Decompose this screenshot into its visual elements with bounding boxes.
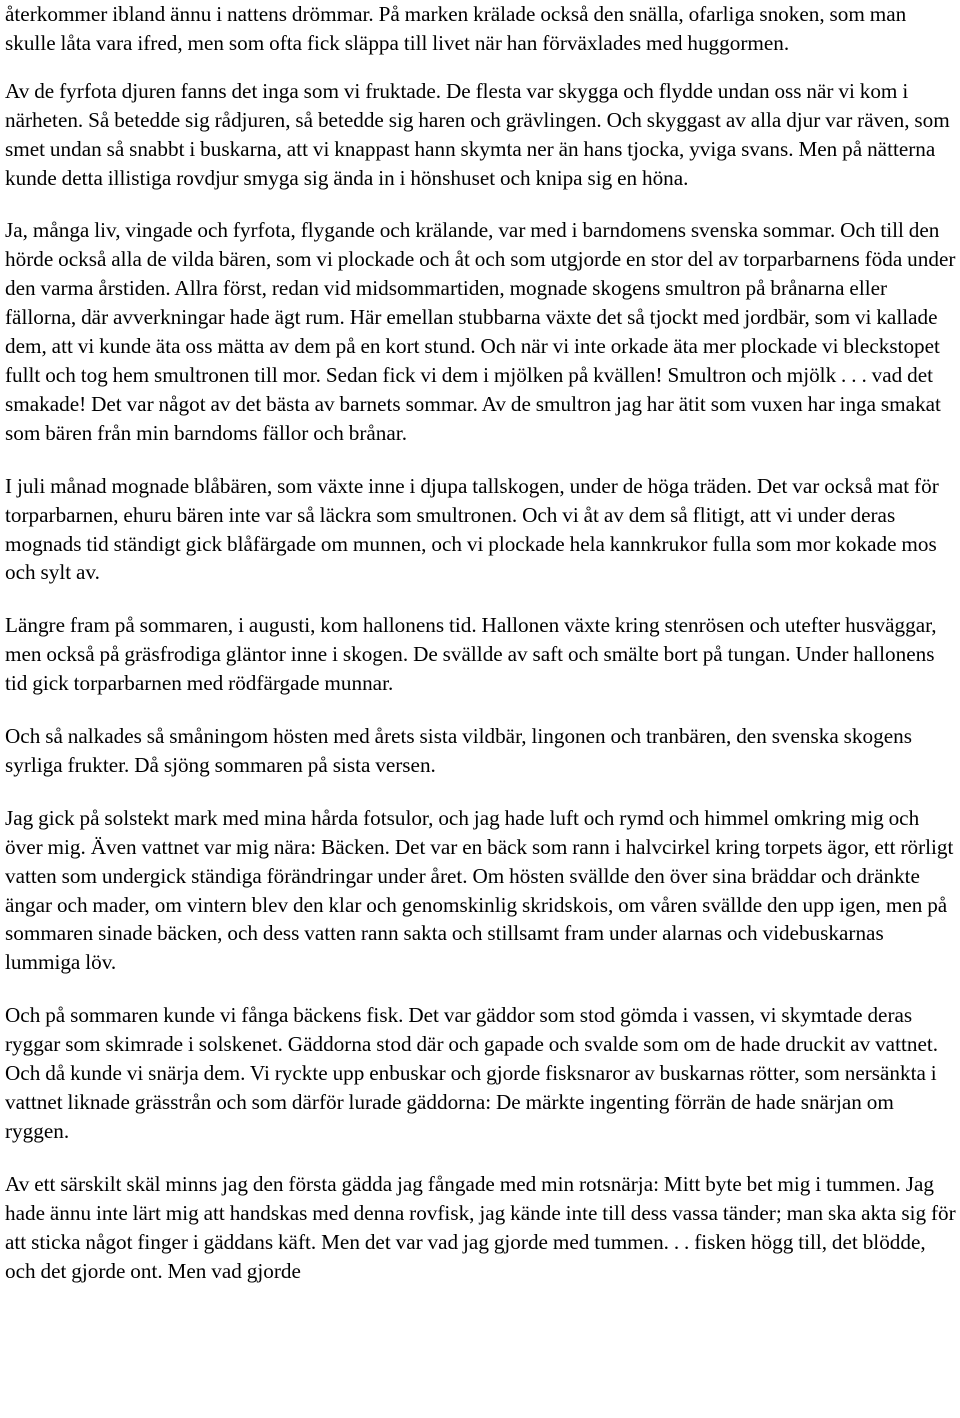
document-page	[5, 0, 957, 1309]
paragraph-7: Jag gick på solstekt mark med mina hårda fotsulor, och jag hade luft och rymd och himmel omkring mig och över mig. Även vattnet var mig nära: Bäcken. Det var en bäck som rann i halvcirkel kring torpets ägor, ett rörligt vatten som undergick ständiga förändringar under året. Om hösten svällde den över sina bräddar och dränkte ängar och mader, om vintern blev den klar och genomskinlig skridskois, om våren svällde den upp igen, men på sommaren sinade bäcken, och dess vatten rann sakta och stillsamt fram under alarnas och videbuskarnas lummiga löv.	[5, 805, 954, 975]
paragraph-4: I juli månad mognade blåbären, som växte inne i djupa tallskogen, under de höga träden. Det var också mat för torparbarnen, ehuru bären inte var så läckra som smultronen. Och vi åt av dem så flitigt, att vi under deras mognads tid ständigt gick blåfärgade om munnen, och vi plockade hela kannkrukor fulla som mor kokade mos och sylt av.	[5, 473, 939, 585]
paragraph-2: Av de fyrfota djuren fanns det inga som vi fruktade. De flesta var skygga och flydde undan oss när vi kom i närheten. Så betedde sig rådjuren, så betedde sig haren och grävlingen. Och skyggast av alla djur var räven, som smet undan så snabbt i buskarna, att vi knappast hann skymta ner än hans tjocka, yviga svans. Men på nätterna kunde detta illistiga rovdjur smyga sig ända in i hönshuset och knipa sig en höna.	[5, 78, 950, 190]
paragraph-3: Ja, många liv, vingade och fyrfota, flygande och krälande, var med i barndomens svenska sommar. Och till den hörde också alla de vilda bären, som vi plockade och åt och som utgjorde en stor del av torparbarnens föda under den varma årstiden. Allra först, redan vid midsommartiden, mognade skogens smultron på brånarna eller fällorna, där avverkningar hade ägt rum. Här emellan stubbarna växte det så tjockt med jordbär, som vi kallade dem, att vi kunde äta oss mätta av dem på en kort stund. Och när vi inte orkade äta mer plockade vi bleckstopet fullt och tog hem smultronen till mor. Sedan fick vi dem i mjölken på kvällen! Smultron och mjölk . . . vad det smakade! Det var något av det bästa av barnets sommar. Av de smultron jag har ätit som vuxen har inga smakat som bären från min barndoms fällor och brånar.	[5, 218, 956, 445]
paragraph-5: Längre fram på sommaren, i augusti, kom hallonens tid. Hallonen växte kring stenrösen och utefter husväggar, men också på gräsfrodiga gläntor inne i skogen. De svällde av saft och smälte bort på tungan. Under hallonens tid gick torparbarnen med rödfärgade munnar.	[5, 613, 937, 696]
paragraph-1: återkommer ibland ännu i nattens drömmar. På marken krälade också den snälla, ofarliga snoken, som man skulle låta vara ifred, men som ofta fick släppa till livet när han förväxlades med huggormen.	[5, 2, 907, 55]
paragraph-9: Av ett särskilt skäl minns jag den första gädda jag fångade med min rotsnärja: Mitt byte bet mig i tummen. Jag hade ännu inte lärt mig att handskas med denna rovfisk, jag kände inte till dess vassa tänder; man ska akta sig för att sticka något finger i gäddans käft. Men det var vad jag gjorde med tummen. . . fisken högg till, det blödde, och det gjorde ont. Men vad gjorde	[5, 1171, 956, 1283]
paragraph-6: Och så nalkades så småningom hösten med årets sista vildbär, lingonen och tranbären, den svenska skogens syrliga frukter. Då sjöng sommaren på sista versen.	[5, 724, 912, 777]
paragraph-8: Och på sommaren kunde vi fånga bäckens fisk. Det var gäddor som stod gömda i vassen, vi skymtade deras ryggar som skimrade i solskenet. Gäddorna stod där och gapade och svalde som om de hade druckit av vattnet. Och då kunde vi snärja dem. Vi ryckte upp enbuskar och gjorde fisksnaror av buskarnas rötter, som nersänkta i vattnet liknade grässtrån och som därför lurade gäddorna: De märkte ingenting förrän de hade snärjan om ryggen.	[5, 1003, 939, 1143]
